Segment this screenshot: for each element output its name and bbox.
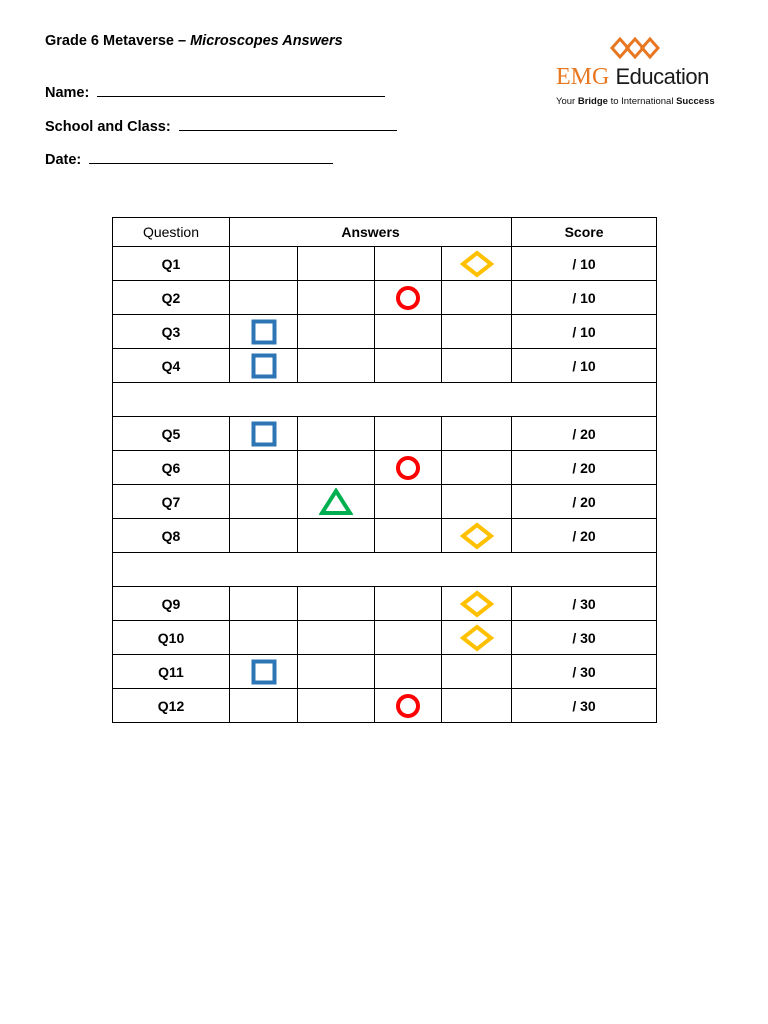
question-cell: Q6 (113, 451, 230, 485)
answer-cell[interactable] (298, 621, 375, 655)
answer-cell[interactable] (298, 655, 375, 689)
answer-cell[interactable] (298, 281, 375, 315)
section-gap-row (113, 383, 657, 417)
answer-cell[interactable] (375, 417, 442, 451)
answer-cell[interactable] (230, 417, 298, 451)
answer-cell[interactable] (230, 689, 298, 723)
score-cell: / 30 (512, 621, 657, 655)
answer-cell[interactable] (230, 587, 298, 621)
answer-cell[interactable] (298, 349, 375, 383)
table-row (113, 689, 657, 723)
answer-cell[interactable] (298, 519, 375, 553)
answer-cell[interactable] (375, 519, 442, 553)
answer-cell[interactable] (442, 281, 512, 315)
worksheet-title (45, 33, 343, 49)
answer-cell[interactable] (375, 349, 442, 383)
answer-cell[interactable] (442, 349, 512, 383)
score-cell: / 10 (512, 281, 657, 315)
logo-emg: EMG (556, 64, 610, 90)
tagline-part-1: Your (556, 96, 578, 107)
answer-cell[interactable] (375, 247, 442, 281)
square-icon (251, 353, 277, 379)
emg-education-logo (556, 34, 726, 110)
score-cell: / 10 (512, 349, 657, 383)
table-header-row (113, 218, 657, 247)
table-row (113, 655, 657, 689)
answer-cell[interactable] (230, 485, 298, 519)
score-cell: / 20 (512, 417, 657, 451)
answer-cell[interactable] (375, 451, 442, 485)
diamond-icon (459, 624, 495, 652)
table-row (113, 349, 657, 383)
square-icon (251, 319, 277, 345)
logo-brand-text (556, 64, 709, 91)
circle-icon (395, 455, 421, 481)
question-cell: Q8 (113, 519, 230, 553)
answers-header: Answers (230, 218, 512, 247)
square-icon (251, 421, 277, 447)
answer-cell[interactable] (230, 519, 298, 553)
answer-cell[interactable] (442, 315, 512, 349)
table-row (113, 417, 657, 451)
answer-cell[interactable] (375, 689, 442, 723)
question-cell: Q2 (113, 281, 230, 315)
question-cell: Q5 (113, 417, 230, 451)
answer-cell[interactable] (298, 247, 375, 281)
answer-cell[interactable] (298, 485, 375, 519)
answer-cell[interactable] (230, 451, 298, 485)
question-cell: Q10 (113, 621, 230, 655)
chain-links-icon (608, 34, 664, 62)
question-cell: Q4 (113, 349, 230, 383)
answer-cell[interactable] (442, 451, 512, 485)
answer-cell[interactable] (230, 315, 298, 349)
answer-cell[interactable] (375, 587, 442, 621)
tagline-part-4: Success (676, 96, 715, 107)
question-header: Question (113, 218, 230, 247)
score-cell: / 10 (512, 315, 657, 349)
name-line[interactable] (97, 84, 385, 97)
answer-cell[interactable] (298, 451, 375, 485)
answer-cell[interactable] (442, 655, 512, 689)
answer-cell[interactable] (230, 247, 298, 281)
date-field (45, 151, 333, 168)
score-header: Score (512, 218, 657, 247)
logo-education: Education (615, 64, 709, 89)
answer-cell[interactable] (298, 689, 375, 723)
score-cell: / 20 (512, 519, 657, 553)
score-cell: / 30 (512, 655, 657, 689)
diamond-icon (459, 522, 495, 550)
table-row (113, 247, 657, 281)
answer-cell[interactable] (298, 417, 375, 451)
diamond-icon (459, 590, 495, 618)
answer-cell[interactable] (230, 281, 298, 315)
triangle-icon (319, 488, 353, 516)
question-cell: Q1 (113, 247, 230, 281)
score-cell: / 30 (512, 587, 657, 621)
score-cell: / 30 (512, 689, 657, 723)
tagline-part-2: Bridge (577, 96, 608, 107)
question-cell: Q3 (113, 315, 230, 349)
answer-cell[interactable] (375, 655, 442, 689)
answer-cell[interactable] (230, 655, 298, 689)
table-row (113, 315, 657, 349)
answer-cell[interactable] (442, 247, 512, 281)
answer-cell[interactable] (375, 621, 442, 655)
circle-icon (395, 693, 421, 719)
circle-icon (395, 285, 421, 311)
title-italic: Microscopes Answers (190, 33, 343, 49)
score-cell: / 20 (512, 451, 657, 485)
school-class-field (45, 118, 397, 135)
question-cell: Q9 (113, 587, 230, 621)
square-icon (251, 659, 277, 685)
answer-cell[interactable] (442, 587, 512, 621)
answers-table (112, 217, 657, 723)
question-cell: Q11 (113, 655, 230, 689)
answer-cell[interactable] (442, 417, 512, 451)
answer-cell[interactable] (442, 519, 512, 553)
gap-cell (113, 383, 657, 417)
score-cell: / 20 (512, 485, 657, 519)
table-row (113, 621, 657, 655)
answer-cell[interactable] (442, 621, 512, 655)
answer-cell[interactable] (442, 485, 512, 519)
logo-tagline (556, 96, 715, 107)
tagline-part-3: to International (607, 96, 677, 107)
table-row (113, 451, 657, 485)
school-class-line[interactable] (179, 118, 397, 131)
gap-cell (113, 553, 657, 587)
answer-cell[interactable] (298, 315, 375, 349)
diamond-icon (459, 250, 495, 278)
school-class-label: School and Class: (45, 119, 171, 135)
title-prefix: Grade 6 Metaverse – (45, 33, 191, 49)
score-cell: / 10 (512, 247, 657, 281)
answer-cell[interactable] (230, 621, 298, 655)
table-row (113, 485, 657, 519)
section-gap-row (113, 553, 657, 587)
answer-cell[interactable] (230, 349, 298, 383)
answer-cell[interactable] (375, 281, 442, 315)
answer-cell[interactable] (375, 485, 442, 519)
answer-cell[interactable] (375, 315, 442, 349)
table-row (113, 281, 657, 315)
name-label: Name: (45, 85, 90, 101)
date-line[interactable] (89, 151, 333, 164)
table-row (113, 587, 657, 621)
table-row (113, 519, 657, 553)
question-cell: Q7 (113, 485, 230, 519)
question-cell: Q12 (113, 689, 230, 723)
date-label: Date: (45, 152, 82, 168)
answer-cell[interactable] (442, 689, 512, 723)
answer-cell[interactable] (298, 587, 375, 621)
name-field (45, 84, 385, 101)
